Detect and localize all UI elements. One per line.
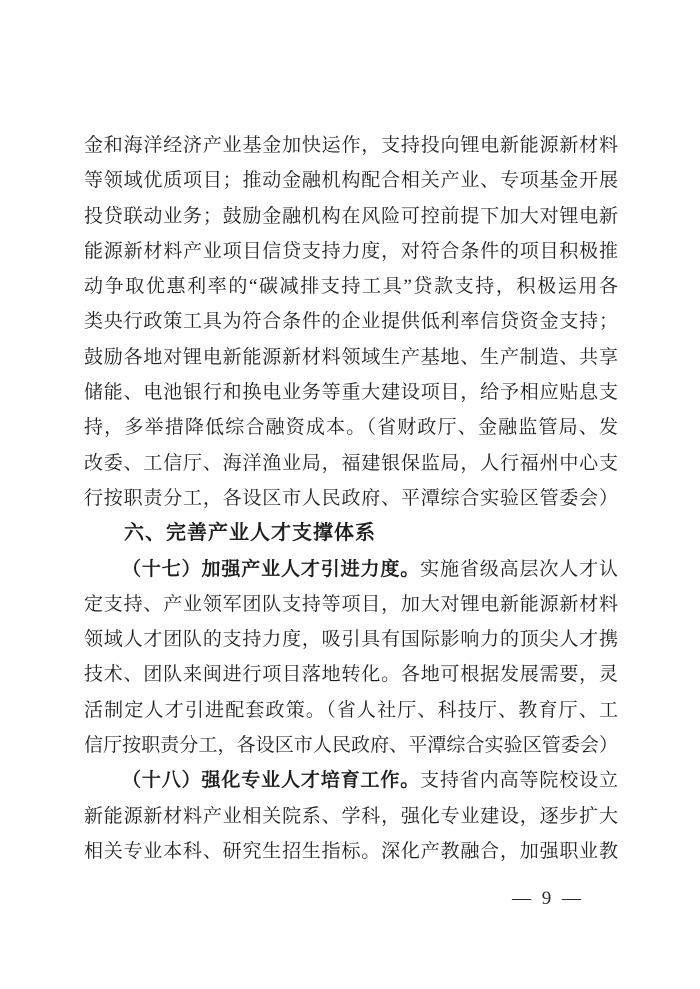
text-segment-body: 定支持、产业领军团队支持等项目，加大对锂电新能源新材料: [84, 593, 618, 615]
text-segment-heading: 六、完善产业人才支撑体系: [124, 522, 376, 545]
text-line: [84, 763, 618, 798]
text-line: [84, 234, 618, 269]
text-line: [84, 269, 618, 304]
text-segment-body: 领域人才团队的支持力度，吸引具有国际影响力的顶尖人才携: [84, 629, 618, 651]
text-segment-body: 能源新材料产业项目信贷支持力度，对符合条件的项目积极推: [84, 240, 618, 262]
text-line: [84, 304, 618, 339]
text-segment-lead: （十八）强化专业人才培育工作。: [122, 770, 421, 792]
text-line: [84, 657, 618, 692]
text-segment-body: 改委、工信厅、海洋渔业局，福建银保监局，人行福州中心支: [84, 452, 618, 474]
text-segment-body: 投贷联动业务；鼓励金融机构在风险可控前提下加大对锂电新: [84, 205, 618, 227]
text-line: [84, 128, 618, 163]
text-line: [84, 834, 618, 869]
text-segment-body: 实施省级高层次人才认: [420, 558, 618, 580]
text-line: [84, 728, 618, 763]
text-segment-body: 技术、团队来闽进行项目落地转化。各地可根据发展需要，灵: [84, 664, 618, 686]
text-segment-body: 储能、电池银行和换电业务等重大建设项目，给予相应贴息支: [84, 382, 618, 404]
text-line: [84, 481, 618, 516]
text-line: [84, 587, 618, 622]
text-line: [84, 446, 618, 481]
text-segment-body: 行按职责分工，各设区市人民政府、平潭综合实验区管委会）: [84, 487, 618, 509]
text-segment-body: 类央行政策工具为符合条件的企业提供低利率信贷资金支持；: [84, 311, 618, 333]
text-segment-body: 新能源新材料产业相关院系、学科，强化专业建设，逐步扩大: [84, 805, 618, 827]
text-segment-body: 鼓励各地对锂电新能源新材料领域生产基地、生产制造、共享: [84, 346, 618, 368]
text-line: [84, 199, 618, 234]
text-line: [84, 799, 618, 834]
text-segment-body: 相关专业本科、研究生招生指标。深化产教融合，加强职业教: [84, 840, 618, 862]
text-line: [84, 693, 618, 728]
text-line: [84, 622, 618, 657]
text-segment-body: 持，多举措降低综合融资成本。（省财政厅、金融监管局、发: [84, 417, 618, 439]
text-segment-body: 动争取优惠利率的“碳减排支持工具”贷款支持，积极运用各: [84, 276, 618, 298]
text-segment-body: 等领域优质项目；推动金融机构配合相关产业、专项基金开展: [84, 170, 618, 192]
section-heading: [84, 516, 618, 551]
text-segment-body: 活制定人才引进配套政策。（省人社厅、科技厅、教育厅、工: [84, 699, 618, 721]
text-line: [84, 552, 618, 587]
text-line: [84, 163, 618, 198]
text-line: [84, 375, 618, 410]
text-segment-body: 金和海洋经济产业基金加快运作，支持投向锂电新能源新材料: [84, 135, 618, 156]
text-segment-body: 信厅按职责分工，各设区市人民政府、平潭综合实验区管委会）: [84, 735, 618, 757]
text-segment-body: 支持省内高等院校设立: [420, 770, 618, 792]
text-line: [84, 340, 618, 375]
page-number: — 9 —: [512, 888, 584, 909]
document-text-block: [84, 128, 618, 869]
text-segment-lead: （十七）加强产业人才引进力度。: [122, 558, 421, 580]
text-line: [84, 410, 618, 445]
